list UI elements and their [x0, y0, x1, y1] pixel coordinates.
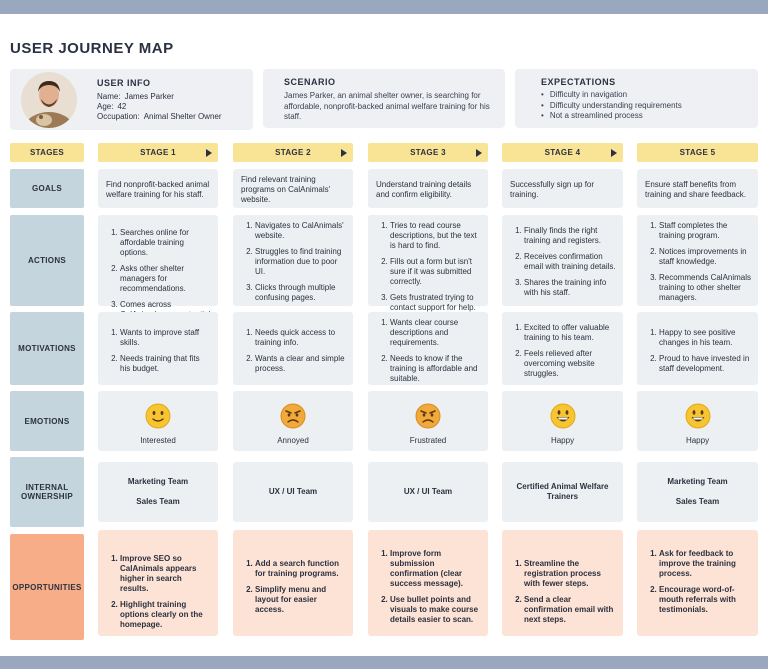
row-label-ownership-line-2: OWNERSHIP: [20, 492, 74, 501]
opportunity-item: 1. Improve form submission confirmation (clear success message).: [390, 549, 482, 589]
user-age-line: [97, 102, 126, 111]
play-arrow-icon: [341, 149, 347, 157]
expectation-item: • Difficulty in navigation: [541, 90, 682, 101]
row-label-opportunities: OPPORTUNITIES: [10, 534, 84, 640]
goal-text: Understand training details and confirm eligibility.: [376, 180, 472, 199]
user-name-label: Name:: [97, 92, 121, 101]
stage-2-header[interactable]: [233, 143, 353, 162]
action-item: 1. Finally finds the right training and registers.: [524, 226, 617, 246]
owner-item: Sales Team: [675, 497, 720, 506]
page-title: USER JOURNEY MAP: [10, 40, 174, 57]
scenario-text: James Parker, an animal shelter owner, is searching for affordable, nonprofit-backed animal welfare training for his staff.: [284, 91, 490, 121]
stage-1-opportunities: [98, 530, 218, 636]
row-label-motivations: MOTIVATIONS: [10, 312, 84, 385]
expectations-card: [515, 69, 758, 128]
scenario-heading: SCENARIO: [284, 77, 336, 87]
emotion-label: Annoyed: [277, 436, 309, 445]
stage-5-emotion: [637, 391, 758, 451]
motivation-item: 2. Wants a clear and simple process.: [255, 354, 347, 374]
stage-2-motivations: [233, 312, 353, 385]
grin-icon: [685, 403, 711, 429]
action-item: 1. Tries to read course descriptions, but the text is hard to find.: [390, 221, 482, 251]
opportunity-item: 2. Simplify menu and layout for easier access.: [255, 585, 347, 615]
motivation-item: 1. Wants to improve staff skills.: [120, 328, 212, 348]
motivation-item: 2. Feels relieved after overcoming website struggles.: [524, 349, 617, 379]
stage-1-label: STAGE 1: [140, 148, 176, 157]
stage-3-goal: [368, 169, 488, 208]
row-label-ownership-line-1: INTERNAL: [25, 483, 69, 492]
row-label-goals: GOALS: [10, 169, 84, 208]
stage-1-actions: [98, 215, 218, 309]
action-item: 2. Asks other shelter managers for recommendations.: [120, 264, 212, 294]
action-item: 2. Fills out a form but isn't sure if it was submitted correctly.: [390, 257, 482, 287]
emotion-label: Interested: [140, 436, 176, 445]
stage-4-goal: [502, 169, 623, 208]
motivation-item: 1. Wants clear course descriptions and requirements.: [390, 318, 482, 348]
user-name: James Parker: [124, 92, 174, 101]
scenario-card: [263, 69, 505, 128]
user-occupation-line: [97, 112, 222, 121]
action-item: 2. Notices improvements in staff knowledge.: [659, 247, 752, 267]
stage-3-emotion: [368, 391, 488, 451]
stage-4-emotion: [502, 391, 623, 451]
user-info-card: [10, 69, 253, 130]
stage-5-actions: [637, 215, 758, 306]
stage-4-opportunities: [502, 530, 623, 636]
stage-2-ownership: [233, 462, 353, 522]
play-arrow-icon: [611, 149, 617, 157]
user-occupation: Animal Shelter Owner: [143, 112, 222, 121]
stage-1-ownership: [98, 462, 218, 522]
motivation-item: 2. Proud to have invested in staff development.: [659, 354, 752, 374]
owner-item: UX / UI Team: [403, 487, 453, 496]
stage-4-ownership: [502, 462, 623, 522]
owner-item: Sales Team: [136, 497, 180, 506]
stage-3-motivations: [368, 312, 488, 385]
user-age: 42: [117, 102, 127, 111]
opportunity-item: 2. Highlight training options clearly on the homepage.: [120, 600, 212, 630]
top-band: [0, 0, 768, 14]
expectations-heading: EXPECTATIONS: [541, 77, 616, 87]
play-arrow-icon: [476, 149, 482, 157]
play-arrow-icon: [206, 149, 212, 157]
stage-1-emotion: [98, 391, 218, 451]
opportunity-item: 2. Use bullet points and visuals to make course details easier to scan.: [390, 595, 482, 625]
goal-text: Find nonprofit-backed animal welfare training for his staff.: [106, 180, 210, 199]
grin-icon: [550, 403, 576, 429]
row-label-emotions: EMOTIONS: [10, 391, 84, 451]
stage-2-label: STAGE 2: [275, 148, 311, 157]
stage-5-label: STAGE 5: [679, 148, 716, 157]
stage-5-goal: [637, 169, 758, 208]
stage-3-opportunities: [368, 530, 488, 636]
owner-item: UX / UI Team: [268, 487, 318, 496]
smile-icon: [145, 403, 171, 429]
action-item: 3. Comes across: [120, 300, 212, 330]
stage-4-actions: [502, 215, 623, 306]
user-occupation-label: Occupation:: [97, 112, 140, 121]
row-label-actions: ACTIONS: [10, 215, 84, 306]
motivation-item: 1. Needs quick access to training info.: [255, 328, 347, 348]
user-avatar: [21, 72, 77, 128]
action-item: 1. Staff completes the training program.: [659, 221, 752, 241]
owner-item: Certified Animal Welfare Trainers: [516, 482, 609, 501]
action-item: 2. Struggles to find training information due to poor UI.: [255, 247, 347, 277]
opportunity-item: 2. Send a clear confirmation email with next steps.: [524, 595, 617, 625]
action-item: 3. Recommends CalAnimals training to other shelter managers.: [659, 273, 752, 303]
stage-5-motivations: [637, 312, 758, 385]
stage-3-ownership: [368, 462, 488, 522]
stage-5-opportunities: [637, 530, 758, 636]
stage-3-actions: [368, 215, 488, 312]
goal-text: Find relevant training programs on CalAnimals' website.: [241, 175, 331, 204]
emotion-label: Happy: [685, 436, 710, 445]
expectation-item: • Not a streamlined process: [541, 111, 682, 122]
stage-2-opportunities: [233, 530, 353, 636]
stage-4-header[interactable]: [502, 143, 623, 162]
opportunity-item: 1. Improve SEO so CalAnimals appears higher in search results.: [120, 554, 212, 594]
angry-icon: [415, 403, 441, 429]
opportunity-item: 1. Add a search function for training programs.: [255, 559, 347, 579]
row-label-internal-ownership: [10, 457, 84, 527]
opportunity-item: 1. Ask for feedback to improve the training process.: [659, 549, 752, 579]
stage-2-emotion: [233, 391, 353, 451]
emotion-label: Happy: [550, 436, 575, 445]
stage-5-header[interactable]: [637, 143, 758, 162]
action-item: 2. Receives confirmation email with training details.: [524, 252, 617, 272]
expectations-list: [541, 90, 682, 122]
row-label-stages: STAGES: [10, 143, 84, 162]
action-item: 1. Searches online for affordable training options.: [120, 228, 212, 258]
user-info-heading: USER INFO: [97, 78, 151, 88]
stage-5-ownership: [637, 462, 758, 522]
opportunity-item: 1. Streamline the registration process with fewer steps.: [524, 559, 617, 589]
stage-2-actions: [233, 215, 353, 306]
motivation-item: 2. Needs training that fits his budget.: [120, 354, 212, 374]
stage-1-goal: [98, 169, 218, 208]
stage-4-label: STAGE 4: [544, 148, 581, 157]
emotion-label: Frustrated: [409, 436, 447, 445]
opportunity-item: 2. Encourage word-of-mouth referrals with testimonials.: [659, 585, 752, 615]
stage-1-motivations: [98, 312, 218, 385]
stage-2-goal: [233, 169, 353, 208]
expectation-item: • Difficulty understanding requirements: [541, 101, 682, 112]
stage-3-label: STAGE 3: [410, 148, 446, 157]
stage-4-motivations: [502, 312, 623, 385]
action-item: 1. Navigates to CalAnimals' website.: [255, 221, 347, 241]
action-item: 3. Clicks through multiple confusing pages.: [255, 283, 347, 303]
user-age-label: Age:: [97, 102, 114, 111]
goal-text: Ensure staff benefits from training and share feedback.: [645, 180, 746, 199]
action-item: 3. Gets frustrated trying to contact support for help.: [390, 293, 482, 313]
user-name-line: [97, 92, 174, 101]
motivation-item: 1. Excited to offer valuable training to his team.: [524, 323, 617, 343]
motivation-item: 1. Happy to see positive changes in his team.: [659, 328, 752, 348]
bottom-band: [0, 656, 768, 669]
goal-text: Successfully sign up for training.: [510, 180, 595, 199]
stage-1-header[interactable]: [98, 143, 218, 162]
owner-item: Marketing Team: [667, 477, 728, 486]
angry-icon: [280, 403, 306, 429]
owner-item: Marketing Team: [127, 477, 189, 486]
motivation-item: 2. Needs to know if the training is affordable and suitable.: [390, 354, 482, 384]
action-item: 3. Shares the training info with his staff.: [524, 278, 617, 298]
stage-3-header[interactable]: [368, 143, 488, 162]
